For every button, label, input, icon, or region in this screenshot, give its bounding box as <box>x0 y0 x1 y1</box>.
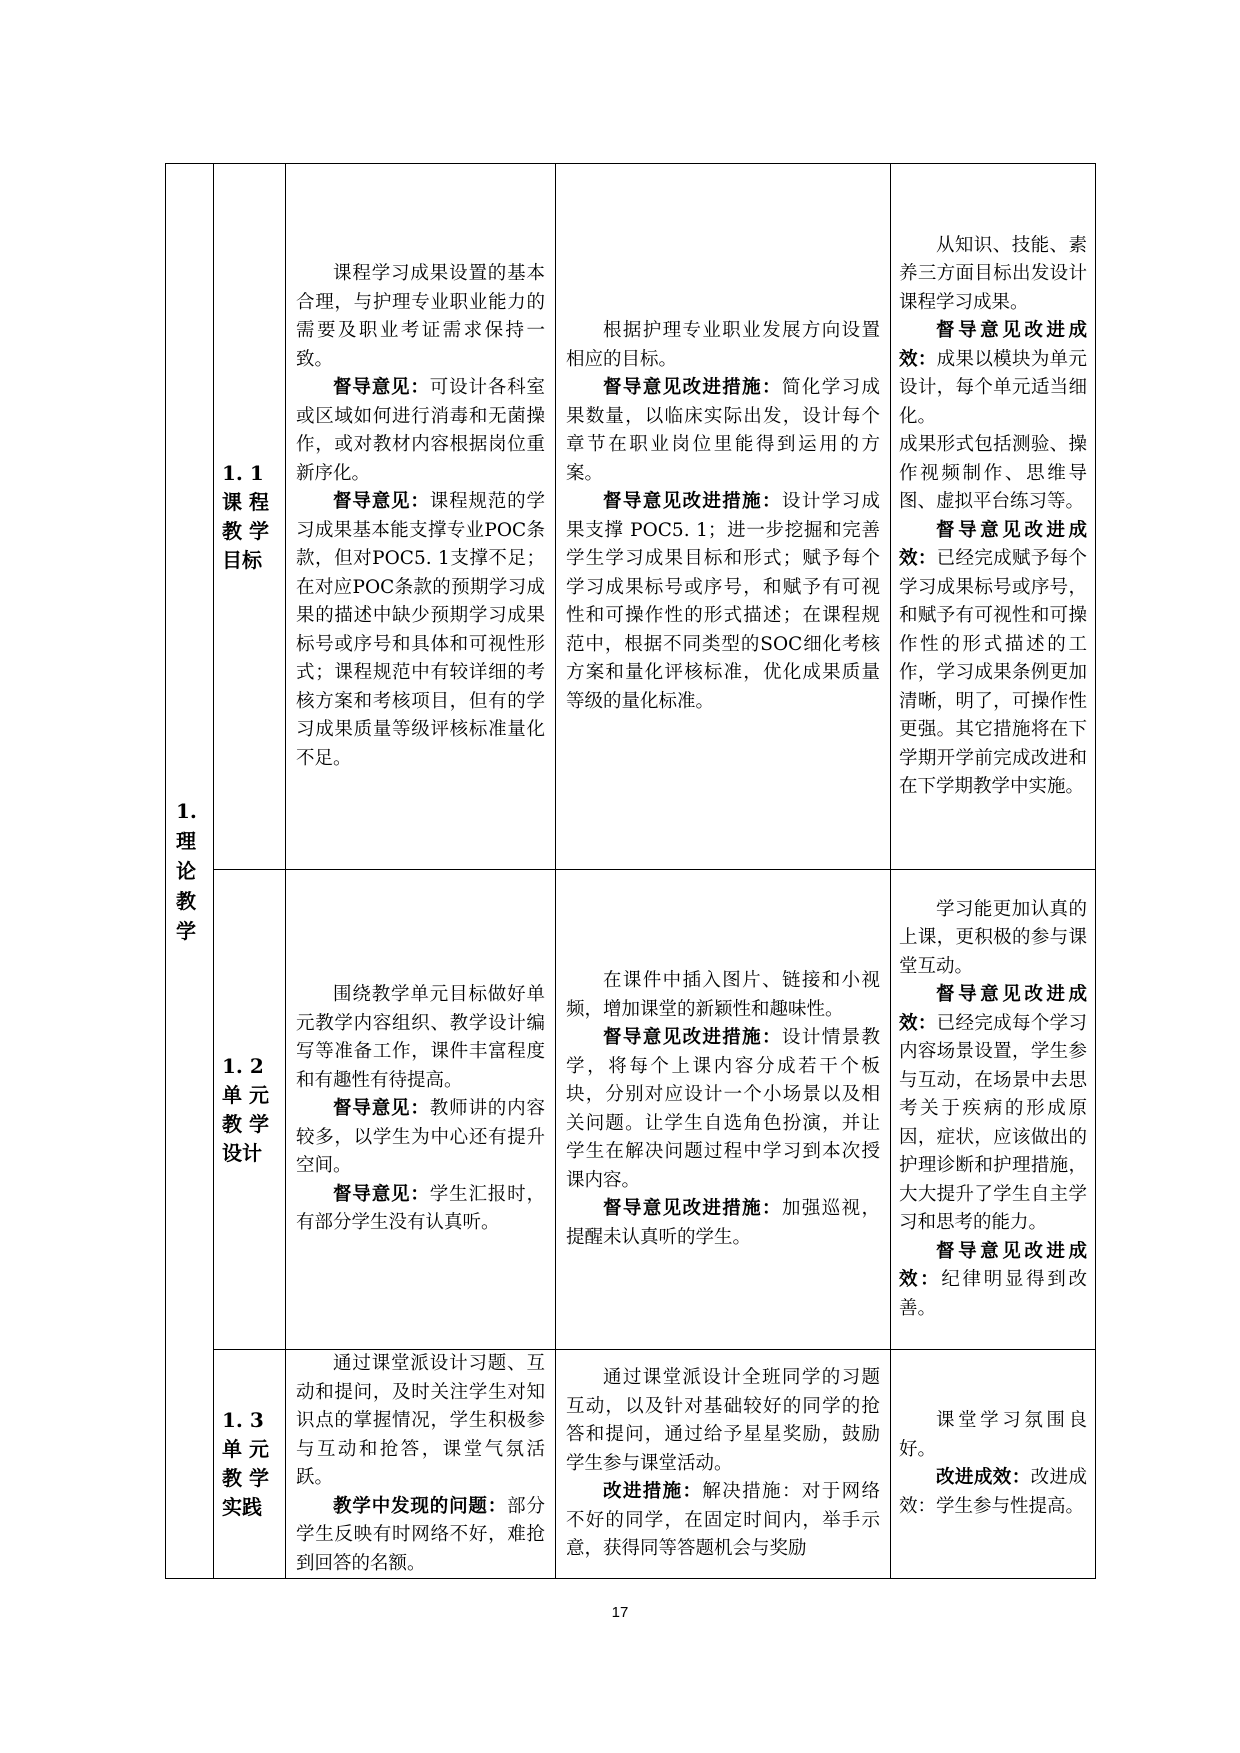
cell-paragraph <box>899 981 1087 1238</box>
paragraph-text: 在课件中插入图片、链接和小视频，增加课堂的新颖性和趣味性。 <box>566 970 880 1020</box>
row-label-line: 单 元 <box>222 1082 269 1107</box>
cell-col-c <box>891 870 1096 1350</box>
cell-paragraph <box>296 981 545 1095</box>
section-label-line: 学 <box>176 919 196 943</box>
paragraph-text: 成果形式包括测验、操作视频制作、思维导图、虚拟平台练习等。 <box>899 434 1087 512</box>
paragraph-heading: 督导意见改进成效： <box>899 320 1087 370</box>
table-row <box>166 1350 1096 1579</box>
cell-text <box>556 967 890 1252</box>
cell-text <box>286 260 555 773</box>
cell-col-a <box>286 870 556 1350</box>
cell-paragraph <box>296 1095 545 1181</box>
paragraph-text: 纪律明显得到改善。 <box>899 1269 1087 1319</box>
paragraph-text: 设计学习成果支撑 POC5. 1；进一步挖掘和完善学生学习成果目标和形式；赋予每个学习成果标号或序号，和赋予有可视性和可操作性的形式描述；在课程规范中，根据不同类型的SOC细化考核方案和量化评核标准，优化成果质量等级的量化标准。 <box>566 491 880 712</box>
paragraph-text: 简化学习成果数量，以临床实际出发，设计每个章节在职业岗位里能得到运用的方案。 <box>566 377 880 484</box>
cell-paragraph <box>566 1364 880 1478</box>
cell-col-b <box>556 1350 891 1579</box>
paragraph-heading: 督导意见： <box>333 1183 430 1205</box>
section-label-line: 1. <box>176 799 197 823</box>
cell-paragraph <box>566 1478 880 1564</box>
cell-text <box>556 317 890 716</box>
paragraph-heading: 教学中发现的问题： <box>333 1495 508 1517</box>
row-label-line: 1. 1 <box>222 460 264 485</box>
paragraph-text: 解决措施：对于网络不好的同学，在固定时间内，举手示意，获得同等答题机会与奖励 <box>566 1481 880 1560</box>
cell-paragraph <box>566 374 880 488</box>
cell-paragraph <box>566 488 880 716</box>
paragraph-text: 围绕教学单元目标做好单元教学内容组织、教学设计编写等准备工作，课件丰富程度和有趣性有待提高。 <box>296 984 545 1091</box>
row-label-line: 1. 2 <box>222 1053 264 1078</box>
row-label-line: 单 元 <box>222 1437 269 1461</box>
cell-text <box>891 1407 1095 1521</box>
paragraph-text: 教师讲的内容较多，以学生为中心还有提升空间。 <box>296 1098 545 1177</box>
cell-text <box>891 896 1095 1324</box>
page-number: 17 <box>611 1604 629 1621</box>
paragraph-text: 成果以模块为单元设计，每个单元适当细化。 <box>899 348 1087 427</box>
row-label-line: 教 学 <box>222 518 269 543</box>
paragraph-text: 课堂学习氛围良好。 <box>899 1410 1087 1460</box>
paragraph-heading: 改进成效： <box>936 1467 1031 1488</box>
paragraph-text: 学生汇报时，有部分学生没有认真听。 <box>296 1183 545 1234</box>
paragraph-heading: 督导意见改进成效： <box>899 519 1087 569</box>
evaluation-table <box>165 163 1096 1579</box>
section-label-cell <box>166 164 214 1579</box>
cell-paragraph <box>566 1024 880 1195</box>
cell-paragraph <box>566 967 880 1024</box>
row-label-line: 1. 3 <box>222 1408 264 1432</box>
cell-paragraph <box>899 317 1087 431</box>
row-label-line: 教 学 <box>222 1111 269 1136</box>
table-row <box>166 870 1096 1350</box>
paragraph-text: 课程规范的学习成果基本能支撑专业POC条款，但对POC5. 1支撑不足；在对应POC条款的预期学习成果的描述中缺少预期学习成果标号或序号和具体和可视性形式；课程规范中有较详细的考核方案和考核项目，但有的学习成果质量等级评核标准量化不足。 <box>296 491 545 769</box>
paragraph-text: 已经完成赋予每个学习成果标号或序号，和赋予有可视性和可操作性的形式描述的工作，学习成果条例更加清晰，明了，可操作性更强。其它措施将在下学期开学前完成改进和在下学期教学中实施。 <box>899 548 1087 797</box>
row-label-line: 课 程 <box>222 489 269 514</box>
paragraph-heading: 督导意见改进措施： <box>603 377 782 398</box>
row-label <box>214 1052 285 1168</box>
cell-col-a <box>286 164 556 870</box>
paragraph-text: 加强巡视，提醒未认真听的学生。 <box>566 1198 880 1248</box>
cell-paragraph <box>296 374 545 488</box>
section-label-line: 理 <box>176 829 196 853</box>
paragraph-text: 设计情景教学，将每个上课内容分成若干个板块，分别对应设计一个小场景以及相关问题。让学生自选角色扮演，并让学生在解决问题过程中学习到本次授课内容。 <box>566 1027 880 1191</box>
paragraph-text: 通过课堂派设计习题、互动和提问，及时关注学生对知识点的掌握情况，学生积极参与互动和抢答，课堂气氛活跃。 <box>296 1353 545 1488</box>
cell-text <box>286 1350 555 1578</box>
cell-text <box>556 1364 890 1564</box>
paragraph-text: 通过课堂派设计全班同学的习题互动，以及针对基础较好的同学的抢答和提问，通过给予星星奖励，鼓励学生参与课堂活动。 <box>566 1367 880 1474</box>
cell-paragraph <box>296 488 545 773</box>
paragraph-text: 部分学生反映有时网络不好，难抢到回答的名额。 <box>296 1495 545 1574</box>
paragraph-text: 可设计各科室或区域如何进行消毒和无菌操作，或对教材内容根据岗位重新序化。 <box>296 377 545 484</box>
section-label <box>166 796 213 946</box>
cell-col-a <box>286 1350 556 1579</box>
paragraph-text: 学习能更加认真的上课，更积极的参与课堂互动。 <box>899 898 1087 977</box>
row-label-line: 目标 <box>222 547 262 572</box>
paragraph-heading: 督导意见改进措施： <box>603 1198 782 1219</box>
cell-text <box>286 981 555 1238</box>
cell-col-b <box>556 164 891 870</box>
paragraph-heading: 改进措施： <box>603 1481 703 1503</box>
cell-paragraph <box>566 317 880 374</box>
cell-paragraph <box>296 1493 545 1579</box>
row-label-line: 教 学 <box>222 1466 269 1490</box>
row-label-cell <box>214 870 286 1350</box>
paragraph-text: 改进成效：学生参与性提高。 <box>899 1467 1087 1517</box>
paragraph-text: 课程学习成果设置的基本合理，与护理专业职业能力的需要及职业考证需求保持一致。 <box>296 263 545 370</box>
cell-paragraph <box>296 1181 545 1238</box>
cell-paragraph <box>566 1195 880 1252</box>
paragraph-text: 从知识、技能、素养三方面目标出发设计课程学习成果。 <box>899 234 1087 313</box>
paragraph-heading: 督导意见： <box>333 377 430 398</box>
paragraph-heading: 督导意见改进成效： <box>899 1240 1087 1291</box>
row-label <box>214 459 285 575</box>
cell-paragraph <box>899 232 1087 318</box>
cell-paragraph <box>899 517 1087 802</box>
cell-paragraph <box>899 1464 1087 1521</box>
cell-paragraph <box>296 260 545 374</box>
paragraph-heading: 督导意见改进措施： <box>603 491 782 512</box>
row-label-line: 实践 <box>222 1495 262 1519</box>
cell-paragraph <box>296 1350 545 1493</box>
cell-col-c <box>891 164 1096 870</box>
paragraph-heading: 督导意见改进成效： <box>899 984 1087 1034</box>
row-label <box>214 1406 285 1522</box>
table-row <box>166 164 1096 870</box>
cell-paragraph <box>899 1407 1087 1464</box>
cell-col-b <box>556 870 891 1350</box>
paragraph-heading: 督导意见改进措施： <box>603 1027 782 1048</box>
paragraph-text: 根据护理专业职业发展方向设置相应的目标。 <box>566 320 880 370</box>
cell-col-c <box>891 1350 1096 1579</box>
section-label-line: 教 <box>176 889 196 913</box>
row-label-cell <box>214 1350 286 1579</box>
cell-text <box>891 232 1095 802</box>
paragraph-text: 已经完成每个学习内容场景设置，学生参与互动，在场景中去思考关于疾病的形成原因，症状，应该做出的护理诊断和护理措施，大大提升了学生自主学习和思考的能力。 <box>899 1012 1087 1234</box>
section-label-line: 论 <box>176 859 196 883</box>
paragraph-heading: 督导意见： <box>333 491 430 512</box>
cell-paragraph <box>899 431 1087 517</box>
paragraph-heading: 督导意见： <box>333 1098 430 1120</box>
cell-paragraph <box>899 1238 1087 1324</box>
row-label-line: 设计 <box>222 1140 262 1165</box>
row-label-cell <box>214 164 286 870</box>
cell-paragraph <box>899 896 1087 982</box>
